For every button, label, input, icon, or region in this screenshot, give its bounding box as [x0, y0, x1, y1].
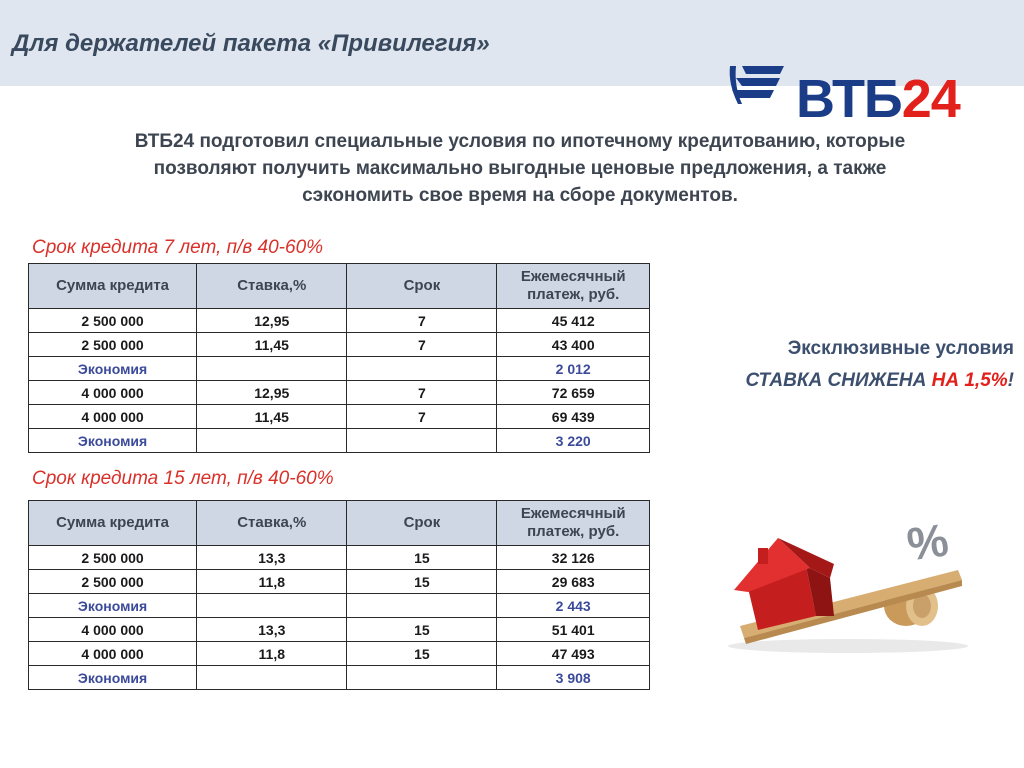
- cell-term: 15: [347, 618, 497, 642]
- cell-rate: 11,45: [197, 333, 347, 357]
- house-seesaw-illustration: [718, 508, 978, 658]
- cell-payment: 45 412: [497, 309, 650, 333]
- cell-payment: 51 401: [497, 618, 650, 642]
- cell-amount: 4 000 000: [29, 381, 197, 405]
- cell-savings-value: 2 012: [497, 357, 650, 381]
- cell-savings-label: Экономия: [29, 594, 197, 618]
- cell-term: 7: [347, 309, 497, 333]
- table-row: [29, 333, 650, 357]
- cell-payment: 32 126: [497, 546, 650, 570]
- cell-rate: [197, 429, 347, 453]
- cell-amount: 4 000 000: [29, 405, 197, 429]
- table-row: [29, 618, 650, 642]
- cell-payment: 72 659: [497, 381, 650, 405]
- cell-term: [347, 594, 497, 618]
- rate-reduced-prefix: СТАВКА СНИЖЕНА: [745, 370, 932, 391]
- table-row: [29, 570, 650, 594]
- column-header-amount: Сумма кредита: [29, 264, 197, 309]
- rate-reduced-suffix: !: [1007, 370, 1014, 391]
- cell-payment: 43 400: [497, 333, 650, 357]
- cell-rate: 12,95: [197, 381, 347, 405]
- cell-rate: 11,8: [197, 570, 347, 594]
- column-header-rate: Ставка,%: [197, 264, 347, 309]
- cell-payment: 29 683: [497, 570, 650, 594]
- cell-rate: [197, 357, 347, 381]
- table-row: [29, 642, 650, 666]
- cell-rate: 11,45: [197, 405, 347, 429]
- table-header-row: [29, 264, 650, 309]
- cell-term: 15: [347, 642, 497, 666]
- column-header-payment: [497, 501, 650, 546]
- cell-term: 7: [347, 381, 497, 405]
- cell-term: [347, 357, 497, 381]
- intro-line-1: ВТБ24 подготовил специальные условия по ипотечному кредитованию, которые: [134, 131, 906, 152]
- table-header-row: [29, 501, 650, 546]
- section-title-7-years: Срок кредита 7 лет, п/в 40-60%: [32, 237, 324, 258]
- vtb24-logo: [728, 58, 978, 138]
- cell-rate: 13,3: [197, 618, 347, 642]
- rate-reduced-text: [614, 370, 1014, 392]
- column-header-payment: [497, 264, 650, 309]
- logo-vtb-text: ВТБ: [796, 69, 902, 129]
- section-title-15-years: Срок кредита 15 лет, п/в 40-60%: [32, 468, 334, 489]
- cell-savings-value: 3 220: [497, 429, 650, 453]
- table-row: [29, 381, 650, 405]
- cell-term: 15: [347, 570, 497, 594]
- savings-row: [29, 666, 650, 690]
- percent-sign-icon: %: [903, 513, 952, 571]
- cell-term: 7: [347, 405, 497, 429]
- cell-savings-value: 2 443: [497, 594, 650, 618]
- cell-rate: 11,8: [197, 642, 347, 666]
- savings-row: [29, 429, 650, 453]
- cell-rate: [197, 594, 347, 618]
- cell-term: 7: [347, 333, 497, 357]
- cell-amount: 2 500 000: [29, 309, 197, 333]
- column-header-term: Срок: [347, 264, 497, 309]
- cell-rate: 13,3: [197, 546, 347, 570]
- cell-amount: 2 500 000: [29, 546, 197, 570]
- logo-wordmark: [796, 69, 960, 129]
- cell-payment: 47 493: [497, 642, 650, 666]
- cell-savings-label: Экономия: [29, 357, 197, 381]
- cell-term: [347, 666, 497, 690]
- rate-reduced-highlight: НА 1,5%: [931, 370, 1008, 391]
- table-row: [29, 309, 650, 333]
- cell-rate: 12,95: [197, 309, 347, 333]
- intro-line-2: позволяют получить максимально выгодные ценовые предложения, а также: [153, 158, 887, 179]
- vtb-logo-mark-icon: [728, 64, 786, 110]
- loan-table-7-years: [28, 263, 650, 453]
- column-header-payment-line1: Ежемесячный: [520, 268, 626, 285]
- column-header-rate: Ставка,%: [197, 501, 347, 546]
- cell-term: 15: [347, 546, 497, 570]
- column-header-payment-line2: платеж, руб.: [527, 523, 620, 540]
- page-title: Для держателей пакета «Привилегия»: [12, 30, 490, 57]
- cell-amount: 4 000 000: [29, 642, 197, 666]
- table-row: [29, 405, 650, 429]
- cell-rate: [197, 666, 347, 690]
- cell-payment: 69 439: [497, 405, 650, 429]
- cell-amount: 2 500 000: [29, 333, 197, 357]
- cell-amount: 2 500 000: [29, 570, 197, 594]
- column-header-amount: Сумма кредита: [29, 501, 197, 546]
- loan-table-15-years: [28, 500, 650, 690]
- table-row: [29, 546, 650, 570]
- savings-row: [29, 594, 650, 618]
- cell-savings-label: Экономия: [29, 429, 197, 453]
- savings-row: [29, 357, 650, 381]
- logo-24-text: 24: [901, 69, 960, 129]
- column-header-payment-line1: Ежемесячный: [520, 505, 626, 522]
- cell-term: [347, 429, 497, 453]
- cell-amount: 4 000 000: [29, 618, 197, 642]
- exclusive-conditions-text: Эксклюзивные условия: [787, 338, 1014, 359]
- intro-line-3: сэкономить свое время на сборе документов.: [302, 185, 738, 206]
- column-header-term: Срок: [347, 501, 497, 546]
- cell-savings-label: Экономия: [29, 666, 197, 690]
- column-header-payment-line2: платеж, руб.: [527, 286, 620, 303]
- cell-savings-value: 3 908: [497, 666, 650, 690]
- intro-text: [40, 128, 1000, 209]
